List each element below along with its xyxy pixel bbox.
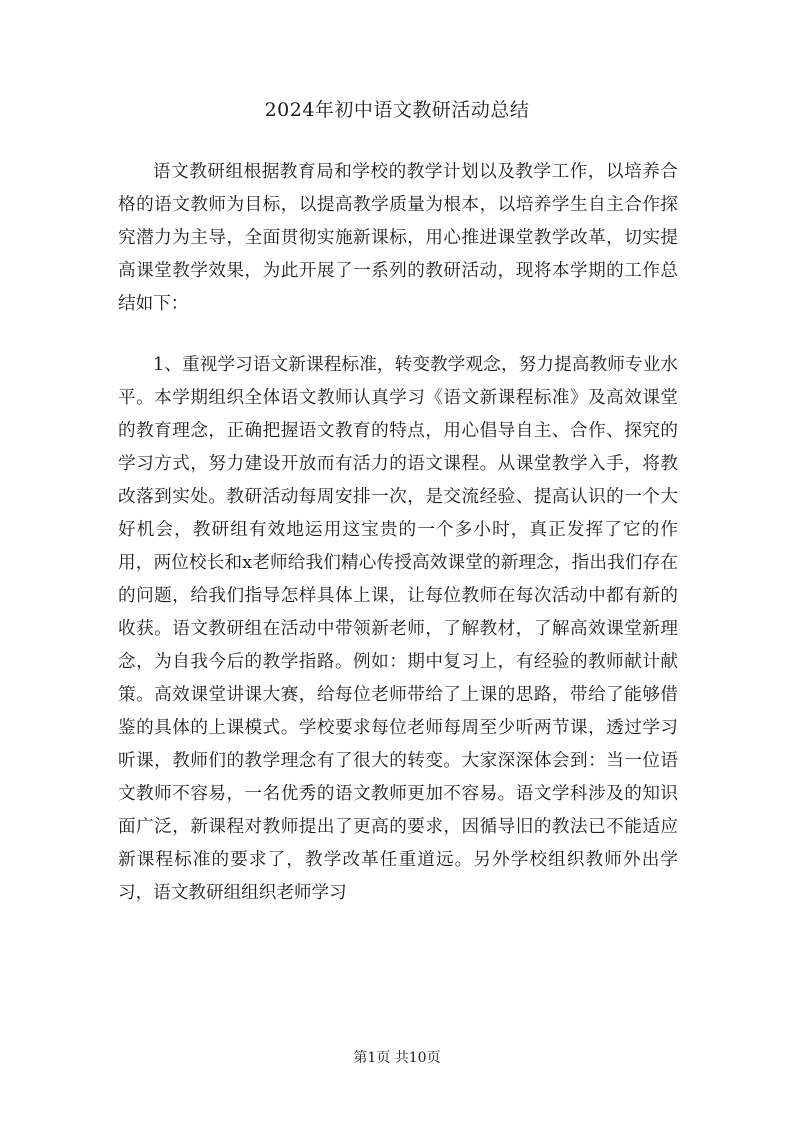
intro-paragraph: 语文教研组根据教育局和学校的教学计划以及教学工作，以培养合格的语文教师为目标，以提高教学质量为根本，以培养学生自主合作探究潜力为主导，全面贯彻实施新课标，用心推进课堂教学改革，切实提高课堂教学效果，为此开展了一系列的教研活动，现将本学期的工作总结如下： [118, 162, 678, 314]
page-footer: 第1页 共10页 [353, 1050, 441, 1066]
document-title: 2024年初中语文教研活动总结 [264, 99, 530, 121]
document-body [118, 156, 678, 910]
section-1-paragraph: 1、重视学习语文新课程标准，转变教学观念，努力提高教师专业水平。本学期组织全体语文教师认真学习《语文新课程标准》及高效课堂的教育理念，正确把握语文教育的特点，用心倡导自主、合作、探究的学习方式，努力建设开放而有活力的语文课程。从课堂教学入手，将教改落到实处。教研活动每周安排一次，是交流经验、提高认识的一个大好机会，教研组有效地运用这宝贵的一个多小时，真正发挥了它的作用，两位校长和x老师给我们精心传授高效课堂的新理念，指出我们存在的问题，给我们指导怎样具体上课，让每位教师在每次活动中都有新的收获。语文教研组在活动中带领新老师，了解教材，了解高效课堂新理念，为自我今后的教学指路。例如：期中复习上，有经验的教师献计献策。高效课堂讲课大赛，给每位老师带给了上课的思路，带给了能够借鉴的具体的上课模式。学校要求每位老师每周至少听两节课，透过学习听课，教师们的教学理念有了很大的转变。大家深深体会到：当一位语文教师不容易，一名优秀的语文教师更加不容易。语文学科涉及的知识面广泛，新课程对教师提出了更高的要求，因循导旧的教法已不能适应新课程标准的要求了，教学改革任重道远。另外学校组织教师外出学习，语文教研组组织老师学习 [118, 355, 678, 903]
